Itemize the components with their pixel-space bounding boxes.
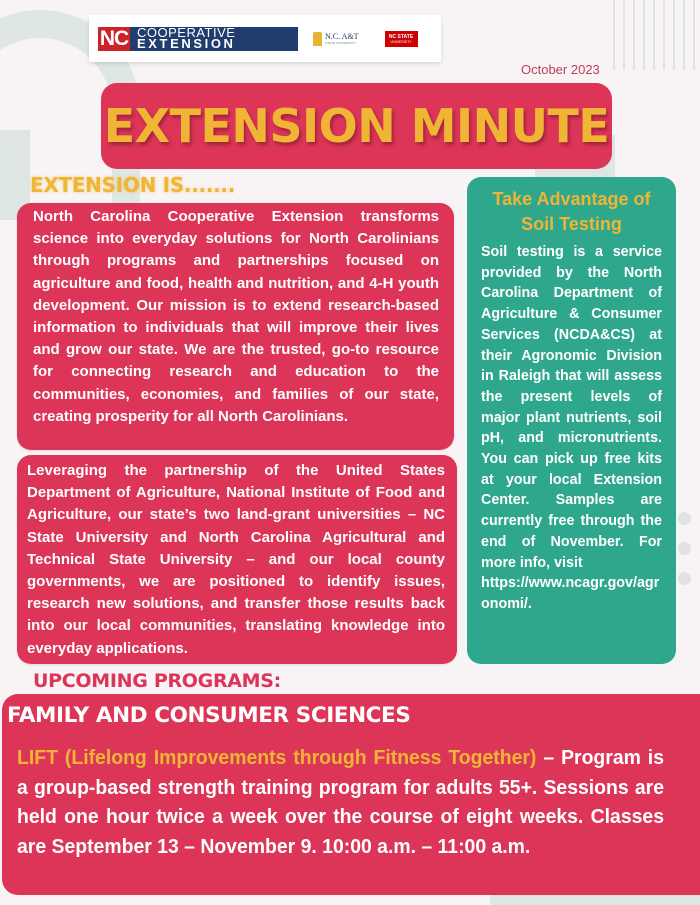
extension-is-heading: EXTENSION IS....... bbox=[30, 173, 236, 197]
nc-at-name: N.C. A&T bbox=[325, 31, 359, 41]
nc-state-subtitle: UNIVERSITY bbox=[390, 39, 412, 44]
program-name: LIFT (Lifelong Improvements through Fitness Together) bbox=[17, 747, 537, 769]
title-banner bbox=[101, 83, 612, 169]
background-stripes-decoration bbox=[605, 0, 700, 70]
background-bottom-decoration bbox=[490, 895, 700, 905]
about-paragraph-1: North Carolina Cooperative Extension transforms science into everyday solutions for North Carolinians through programs and partnerships focused on agriculture and food, health and nutrition, and 4-H youth development. Our mission is to extend research-based information to individuals that will improve their lives and grow our state. We are the trusted, go-to resource for connecting research and education to the communities, economies, and families of our state, creating prosperity for all North Carolinians. bbox=[33, 208, 439, 425]
issue-date: October 2023 bbox=[521, 62, 600, 77]
nc-state-logo bbox=[385, 31, 418, 47]
logo-bar bbox=[89, 15, 441, 62]
program-description: – Program is a group-based strength training program for adults 55+. Sessions are held one hour twice a week over the course of eight weeks. Classes are September 13 – November 9. 10:00 a.m. – 11:00 a.m. bbox=[17, 747, 664, 858]
logo-line2: EXTENSION bbox=[137, 36, 236, 51]
nc-state-name: NC STATE bbox=[388, 33, 414, 40]
soil-testing-sidebar bbox=[467, 177, 676, 664]
cooperative-extension-wordmark bbox=[130, 27, 298, 51]
about-box-mission bbox=[17, 203, 454, 450]
nc-at-logo bbox=[313, 32, 359, 46]
logo-line1: COOPERATIVE bbox=[137, 25, 236, 40]
programs-box bbox=[2, 694, 700, 895]
about-paragraph-2: Leveraging the partnership of the United States Department of Agriculture, National Institute of Food and Agriculture, our state’s two land-grant universities – NC State University and North Carolina Agricultural and Technical State University – and our local county governments, we are positioned to identify issues, research new solutions, and transfer those results back into our local communities, translating knowledge into everyday applications. bbox=[27, 462, 445, 657]
nc-logo-mark: NC bbox=[99, 26, 129, 50]
soil-testing-body: Soil testing is a service provided by the North Carolina Department of Agriculture & Consumer Services (NCDA&CS) at their Agronomic Division in Raleigh that will assess the present levels of major plant nutrients, soil pH, and micronutrients. You can pick up free kits at your local Extension Center. Samples are currently free through the end of November. For more info, visit bbox=[481, 244, 662, 571]
program-category-heading: FAMILY AND CONSUMER SCIENCES bbox=[7, 703, 411, 728]
soil-testing-title: Take Advantage of Soil Testing bbox=[492, 189, 651, 234]
nc-at-subtitle: STATE UNIVERSITY bbox=[325, 40, 357, 45]
upcoming-programs-heading: UPCOMING PROGRAMS: bbox=[33, 670, 281, 692]
soil-testing-link[interactable]: https://www.ncagr.gov/agronomi/. bbox=[481, 575, 660, 612]
aggie-bulldog-icon bbox=[313, 32, 322, 46]
program-item bbox=[17, 744, 664, 862]
background-dots-decoration bbox=[678, 512, 691, 602]
newsletter-title: EXTENSION MINUTE bbox=[103, 99, 610, 153]
about-box-partnership bbox=[17, 455, 457, 664]
